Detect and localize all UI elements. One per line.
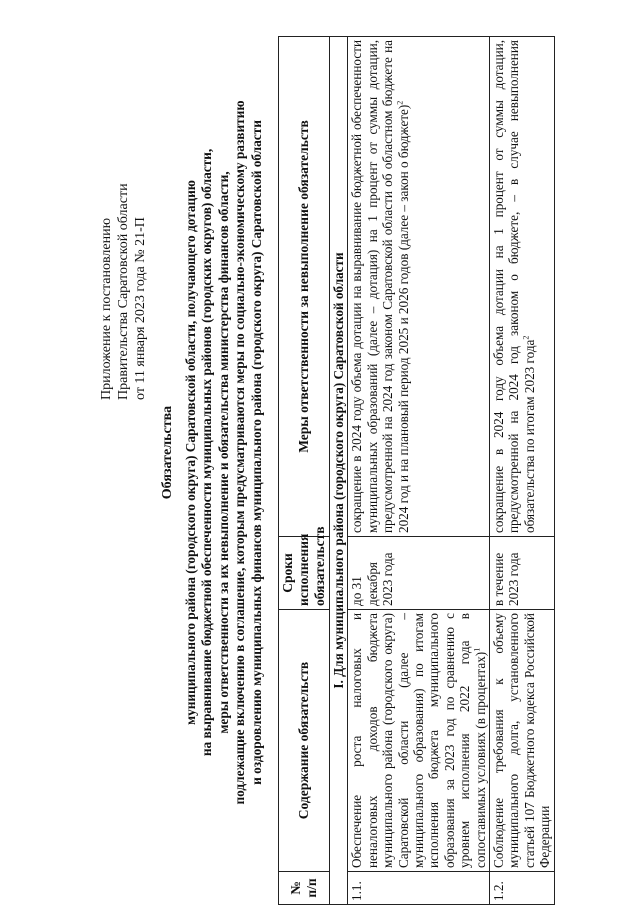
row-measures-text: сокращение в 2024 году объема дотации на выравнивание бюджетной обеспеченности муниципальных образований (далее – дотация) на 1 процент от суммы дотации, предусмотренной на 2024 год законом Саратовской области об областном бюджете на 2024 год и на плановый период 2025 и 2026 годов (далее – закон о бюджете) [349,40,411,533]
heading-line-4: подлежащие включению в соглашение, которым предусматриваются меры по социально-экономическому развитию [232,100,247,805]
table-header-row [279,37,330,905]
heading-line-2: на выравнивание бюджетной обеспеченности муниципальных районов (городских округов) области, [199,148,214,757]
obligations-table [278,36,555,905]
heading-line-1: муниципального района (городского округа) Саратовской области, получающего дотацию [182,180,198,725]
heading-line-5: и оздоровлению муниципальных финансов муниципального района (городского округа) Саратовской области [248,120,264,785]
row-measures-text: сокращение в 2024 году объема дотации на 1 процент от суммы дотации, предусмотренной на 2024 год законом о бюджете, – в случае невыполнения обязательства по итогам 2023 года [491,40,537,533]
header-term: Сроки исполнения обязательств [279,537,330,610]
footnote-ref: 2 [395,100,405,105]
row-term: в течение 2023 года [490,537,555,610]
row-measures [348,37,490,537]
table-row [490,37,555,905]
table-row [348,37,490,905]
row-measures [490,37,555,537]
row-content [348,610,490,872]
footnote-ref: 1 [472,647,482,652]
row-number: 1.2. [490,872,555,905]
appendix-line-3: от 11 января 2023 года № 21-П [133,217,148,400]
document-heading [160,60,265,845]
row-content-text: Соблюдение требования к объему муниципального долга, установленного статьей 107 Бюджетного кодекса Российской Федерации [491,613,553,868]
footnote-ref: 2 [521,335,531,340]
document-title: Обязательства [160,405,175,500]
header-content: Содержание обязательств [279,610,330,872]
appendix-line-1: Приложение к постановлению [99,217,114,400]
appendix-header [98,70,149,400]
header-num: № п/п [279,872,330,905]
header-measures: Меры ответственности за невыполнение обязательств [279,37,330,537]
row-term: до 31 декабря 2023 года [348,537,490,610]
row-number: 1.1. [348,872,490,905]
section-title: I. Для муниципального района (городского округа) Саратовской области [330,37,348,905]
section-row [330,37,348,905]
row-content-text: Обеспечение роста налоговых и неналоговых доходов бюджета муниципального района (городского округа) Саратовской области (далее – муниципального образования) по итогам исполнения бюджета муниципального образования за 2023 год по сравнению с уровнем исполнения 2022 года в сопоставимых условиях (в процентах) [349,613,488,868]
row-content [490,610,555,872]
heading-line-3: меры ответственности за их невыполнение и обязательства министерства финансов области, [215,171,231,734]
appendix-line-2: Правительства Саратовской области [116,183,131,400]
